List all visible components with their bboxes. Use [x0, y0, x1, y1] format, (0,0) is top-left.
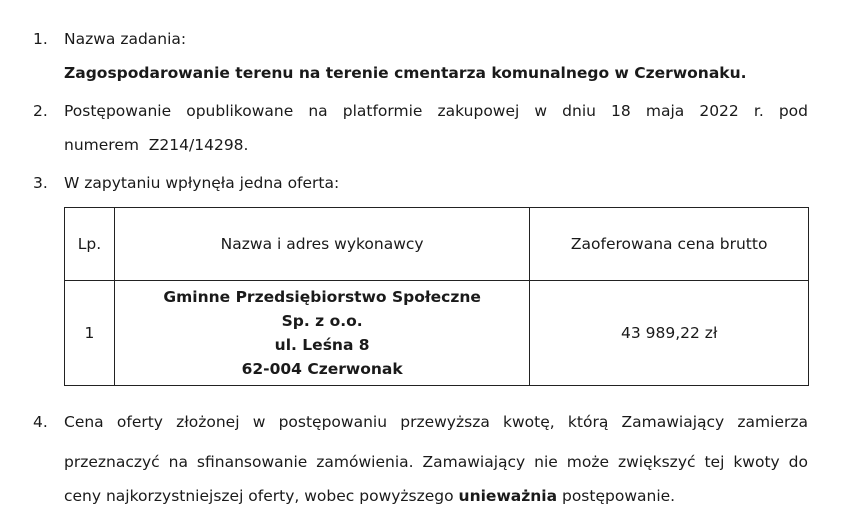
cancellation-text-suffix: postępowanie. [557, 487, 676, 505]
cell-price: 43 989,22 zł [530, 281, 809, 386]
header-lp: Lp. [65, 208, 115, 281]
cancellation-text-line-1: Cena oferty złożonej w postępowaniu przewyższa kwotę, którą Zamawiający zamierza [64, 413, 808, 431]
contractor-name: Gminne Przedsiębiorstwo Społeczne [163, 288, 481, 306]
offers-table [64, 207, 809, 386]
contractor-street: ul. Leśna 8 [274, 336, 370, 354]
cancellation-text-line-3 [64, 487, 808, 505]
item-number: 1. [33, 30, 48, 48]
contractor-city: 62-004 Czerwonak [241, 360, 403, 378]
table-row [65, 281, 809, 386]
header-price: Zaoferowana cena brutto [530, 208, 809, 281]
header-contractor: Nazwa i adres wykonawcy [114, 208, 529, 281]
cancellation-text-prefix: ceny najkorzystniejszej oferty, wobec powyższego [64, 487, 459, 505]
contractor-legal-form: Sp. z o.o. [281, 312, 363, 330]
table-header-row [65, 208, 809, 281]
publication-text-line-2: numerem Z214/14298. [64, 136, 249, 154]
cell-contractor [114, 281, 529, 386]
task-name-label: Nazwa zadania: [64, 30, 187, 48]
cell-lp: 1 [65, 281, 115, 386]
publication-text-line-1: Postępowanie opublikowane na platformie zakupowej w dniu 18 maja 2022 r. pod [64, 102, 808, 120]
cancellation-text-line-2: przeznaczyć na sfinansowanie zamówienia. Zamawiający nie może zwiększyć tej kwoty do [64, 453, 808, 471]
task-name: Zagospodarowanie terenu na terenie cmentarza komunalnego w Czerwonaku. [64, 64, 747, 82]
item-number: 3. [33, 174, 48, 192]
item-number: 2. [33, 102, 48, 120]
item-number: 4. [33, 413, 48, 431]
cancellation-keyword: unieważnia [458, 487, 558, 505]
offers-intro: W zapytaniu wpłynęła jedna oferta: [64, 174, 340, 192]
